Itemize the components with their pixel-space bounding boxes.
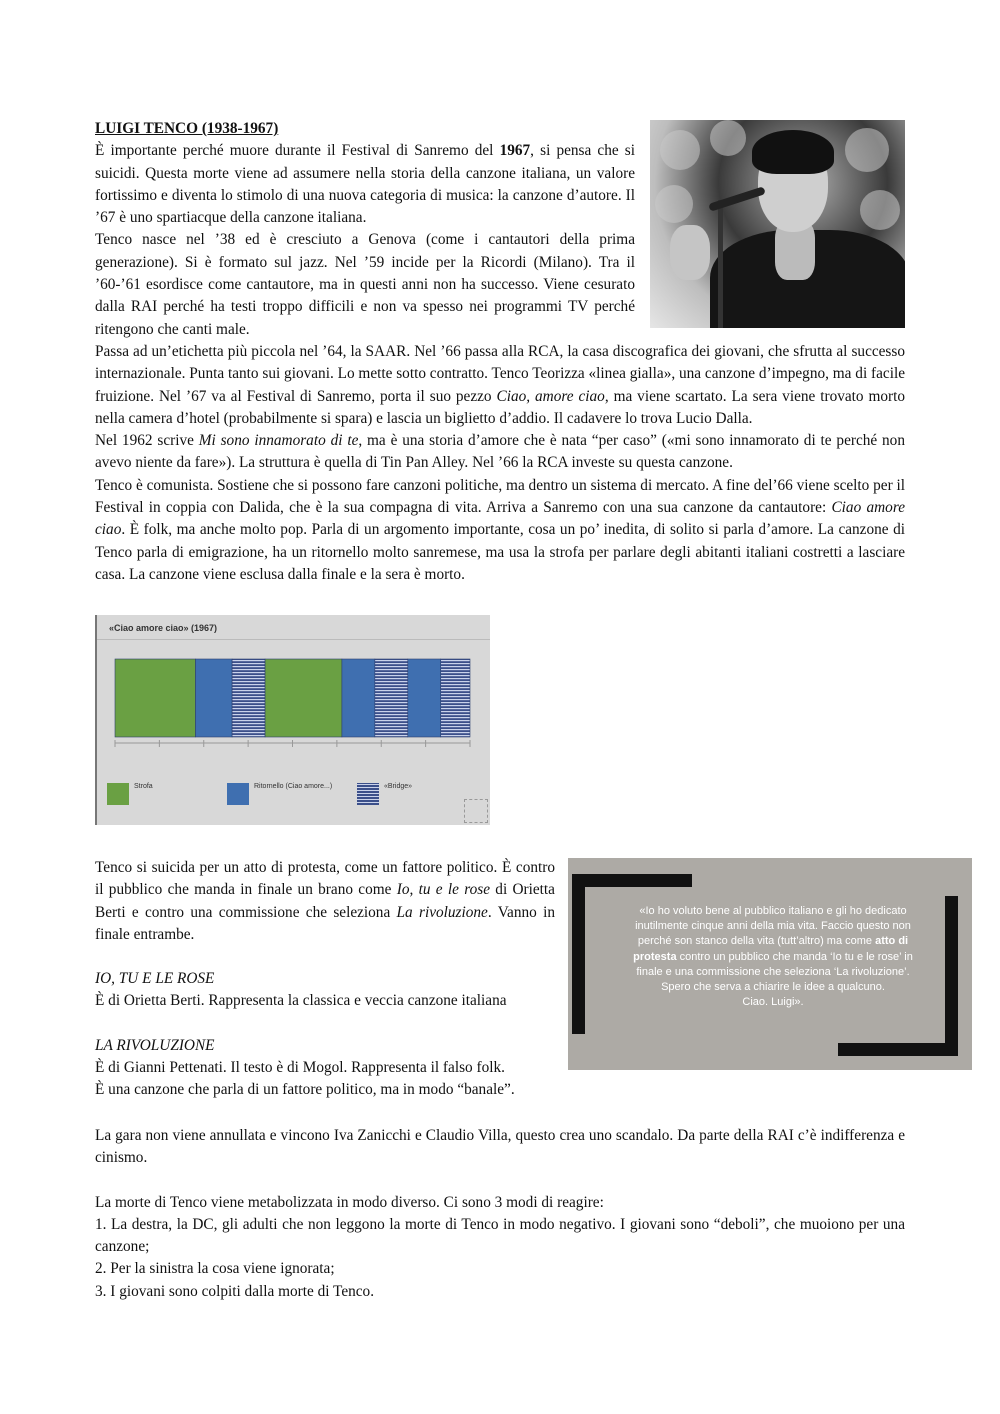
protest-paragraph: Tenco si suicida per un atto di protesta, come un fattore politico. È contro il pubblico che manda in finale un brano come Io, tu e le rose di Orietta Berti e contro una commissione che seleziona La rivoluzione. Vanno in finale entrambe.	[95, 859, 555, 943]
ending-paragraph-1: La gara non viene annullata e vincono Iva Zanicchi e Claudio Villa, questo crea uno scandalo. Da parte della RAI c’è indifferenza e cinismo.	[95, 1127, 905, 1167]
legend-swatch-ritornello	[227, 783, 249, 805]
chart-svg	[97, 615, 490, 825]
farewell-quote-box	[568, 858, 972, 1070]
intro-paragraph-2: Tenco nasce nel ’38 ed è cresciuto a Genova (come i cantautori della prima generazione). Si è formato sul jazz. Nel ’59 incide per la Ricordi (Milano). Tra il ’60-’61 esordisce come cantautore, ma in questi anni non ha successo. Viene cesurato dalla RAI perché ha testi troppo difficili e non va spesso nei programmi TV perché ritengono che canti male.	[95, 231, 635, 338]
intro-section	[95, 118, 905, 586]
chart-segment-5	[342, 659, 375, 737]
legend-swatch-bridge	[357, 783, 379, 805]
chart-segment-4	[265, 659, 342, 737]
page-title: LUIGI TENCO (1938-1967)	[95, 120, 279, 137]
list-item: 3. I giovani sono colpiti dalla morte di Tenco.	[95, 1282, 375, 1300]
corner-icon	[464, 799, 488, 823]
intro-paragraph-3: Passa ad un’etichetta più piccola nel ’64, la SAAR. Nel ’66 passa alla RCA, la casa discografica dei giovani, che sfrutta al successo internazionale. Punta tanto sui giovani. Lo mette sotto contratto. Tenco Teorizza «linea gialla», una canzone d’impegno, ma di facile fruizione. Nel ’67 va al Festival di Sanremo, porta il suo pezzo Ciao, amore ciao, ma viene scartato. La sera viene trovato morto nella camera d’hotel (probabilmente si spara) e lascia un biglietto d’addio. Il cadavere lo trova Lucio Dalla.	[95, 342, 906, 427]
farewell-quote-text: «Io ho voluto bene al pubblico italiano e gli ho dedicato inutilmente cinque anni della mia vita. Faccio questo non perché son stanco della vita (tutt’altro) ma come atto di protesta contro un pubblico che manda ‘Io tu e le rose’ in finale e una commissione che seleziona ‘La rivoluzione’. Spero che serva a chiarire le idee a qualcuno. Ciao. Luigi».	[633, 905, 913, 1009]
song-structure-chart	[95, 615, 490, 825]
chart-title: «Ciao amore ciao» (1967)	[109, 623, 218, 633]
chart-segment-2	[196, 659, 233, 737]
chart-segment-1	[115, 659, 196, 737]
song-text-io-tu-e-le-rose: È di Orietta Berti. Rappresenta la classica e veccia canzone italiana	[95, 992, 507, 1010]
song-heading-io-tu-e-le-rose: IO, TU E LE ROSE	[95, 970, 215, 988]
chart-segment-6	[375, 659, 408, 737]
song-text-la-rivoluzione-2: È una canzone che parla di un fattore politico, ma in modo “banale”.	[95, 1081, 515, 1099]
legend-swatch-strofa	[107, 783, 129, 805]
chart-segment-7	[408, 659, 441, 737]
protest-section	[95, 857, 555, 1102]
intro-paragraph-1: È importante perché muore durante il Festival di Sanremo del 1967, si pensa che si suicidi. Questa morte viene ad assumere nella storia della canzone italiana, un valore fortissimo e diventa lo stimolo di una nuova categoria di musica: la canzone d’autore. Il ’67 è uno spartiacque della canzone italiana.	[95, 142, 635, 227]
ending-paragraph-2: La morte di Tenco viene metabolizzata in modo diverso. Ci sono 3 modi di reagire:	[95, 1193, 604, 1211]
list-item: 2. Per la sinistra la cosa viene ignorata;	[95, 1260, 335, 1278]
legend-label-ritornello: Ritornello (Ciao amore...)	[254, 783, 333, 790]
chart-segment-3	[232, 659, 265, 737]
legend-label-bridge: «Bridge»	[384, 783, 413, 790]
song-text-la-rivoluzione-1: È di Gianni Pettenati. Il testo è di Mogol. Rappresenta il falso folk.	[95, 1059, 505, 1077]
list-item: 1. La destra, la DC, gli adulti che non leggono la morte di Tenco in modo negativo. I giovani sono “deboli”, che muoiono per una canzone;	[95, 1215, 905, 1256]
chart-segment-8	[441, 659, 470, 737]
song-heading-la-rivoluzione: LA RIVOLUZIONE	[95, 1036, 215, 1054]
intro-paragraph-5: Tenco è comunista. Sostiene che si possono fare canzoni politiche, ma dentro un sistema di mercato. A fine del’66 viene scelto per il Festival in coppia con Dalida, che è la sua compagna di vita. Arriva a Sanremo con una sua canzone da cantautore: Ciao amore ciao. È folk, ma anche molto pop. Parla di un argomento importante, cosa un po’ inedita, di solito si parla d’amore. La canzone di Tenco parla di emigrazione, ha un ritornello molto sanremese, ma usa la strofa per parlare degli abitanti italiani costretti a lasciare casa. La canzone viene esclusa dalla finale e la sera è morto.	[95, 476, 905, 583]
legend-label-strofa: Strofa	[134, 783, 153, 790]
ending-section	[95, 1125, 905, 1303]
intro-paragraph-4: Nel 1962 scrive Mi sono innamorato di te, ma è una storia d’amore che è nata “per caso” («mi sono innamorato di te perché non avevo niente da fare»). La struttura è quella di Tin Pan Alley. Nel ’66 la RCA investe su questa canzone.	[95, 432, 905, 472]
